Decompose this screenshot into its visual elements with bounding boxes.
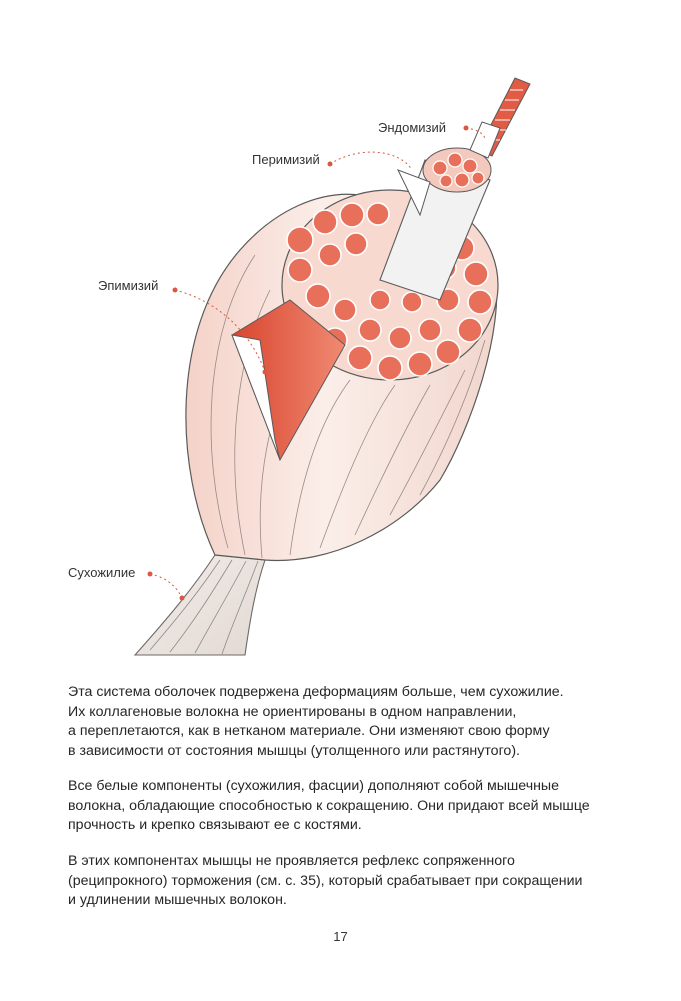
tendon-shape bbox=[135, 555, 265, 655]
paragraph-2 bbox=[68, 777, 628, 836]
paragraph-line: Эта система оболочек подвержена деформациям больше, чем сухожилие. bbox=[68, 684, 564, 700]
paragraph-line: в зависимости от состояния мышцы (утолщенного или растянутого). bbox=[68, 742, 520, 759]
paragraph-line: Все белые компоненты (сухожилия, фасции) дополняют собой мышечные bbox=[68, 778, 560, 794]
paragraph-line: (реципрокного) торможения (см. с. 35), который срабатывает при сокращении bbox=[68, 872, 583, 889]
paragraph-1 bbox=[68, 683, 628, 761]
paragraph-line: а переплетаются, как в нетканом материале. Они изменяют свою форму bbox=[68, 723, 550, 739]
paragraph-line: волокна, обладающие способностью к сокращению. Они придают всей мышце bbox=[68, 797, 590, 814]
label-epimysium: Эпимизий bbox=[98, 278, 159, 293]
paragraph-3 bbox=[68, 852, 628, 911]
paragraph-line: прочность и крепко связывают ее с костями. bbox=[68, 817, 362, 833]
paragraph-line: В этих компонентах мышцы не проявляется рефлекс сопряженного bbox=[68, 853, 515, 869]
label-endomysium: Эндомизий bbox=[378, 120, 447, 135]
label-perimysium: Перимизий bbox=[252, 152, 320, 167]
paragraph-line: и удлинении мышечных волокон. bbox=[68, 892, 287, 908]
page-number: 17 bbox=[333, 929, 348, 944]
paragraph-line: Их коллагеновые волокна не ориентированы в одном направлении, bbox=[68, 703, 517, 720]
label-tendon: Сухожилие bbox=[68, 565, 136, 580]
